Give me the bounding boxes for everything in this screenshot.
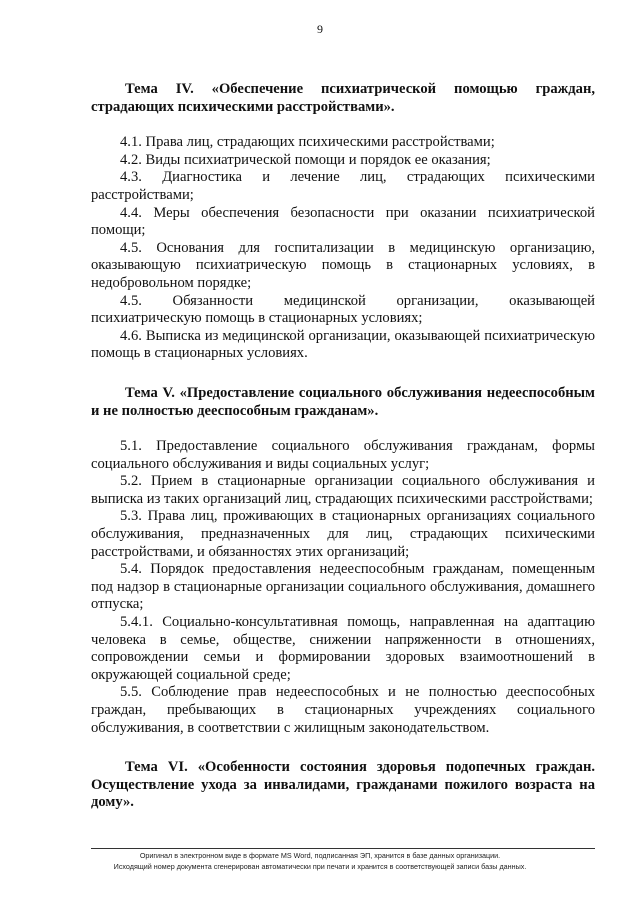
- footer-note: [0, 850, 640, 872]
- page-number: 9: [317, 22, 323, 36]
- section-iv-items: [91, 134, 595, 363]
- footer-line-2: Исходящий номер документа сгенерирован автоматически при печати и хранится в соответствующей записи базы данных.: [113, 862, 527, 871]
- list-item: 4.1. Права лиц, страдающих психическими расстройствами;: [120, 134, 495, 151]
- list-item: 5.2. Прием в стационарные организации социального обслуживания и выписка из таких организаций лиц, страдающих психическими расстройствами;: [91, 473, 595, 507]
- list-item: 4.3. Диагностика и лечение лиц, страдающих психическими расстройствами;: [91, 169, 595, 203]
- list-item: 5.4.1. Социально-консультативная помощь, направленная на адаптацию человека в семье, обществе, снижении напряженности в отношениях, сопровождении семьи и формировании здоровых взаимоотношений в окружающей социальной среде;: [91, 614, 595, 683]
- list-item: 4.5. Обязанности медицинской организации, оказывающей психиатрическую помощь в стационарных условиях;: [91, 292, 595, 327]
- document-body: [91, 81, 595, 812]
- section-heading-v: Тема V. «Предоставление социального обслуживания недееспособным и не полностью дееспособным гражданам».: [91, 384, 595, 419]
- list-item: 5.1. Предоставление социального обслуживания гражданам, формы социального обслуживания и виды социальных услуг;: [91, 438, 595, 472]
- list-item: 4.2. Виды психиатрической помощи и порядок ее оказания;: [120, 151, 491, 168]
- list-item: 5.4. Порядок предоставления недееспособным гражданам, помещенным под надзор в стационарные организации социального обслуживания, домашнего отпуска;: [91, 561, 595, 613]
- list-item: 5.5. Соблюдение прав недееспособных и не полностью дееспособных граждан, пребывающих в стационарных учреждениях социального обслуживания, в соответствии с жилищным законодательством.: [91, 684, 595, 736]
- section-heading-iv: Тема IV. «Обеспечение психиатрической помощью граждан, страдающих психическими расстройствами».: [91, 81, 595, 115]
- list-item: 5.3. Права лиц, проживающих в стационарных организациях социального обслуживания, предназначенных для лиц, страдающих психическими расстройствами, и обязанностях этих организаций;: [91, 508, 595, 560]
- footer-divider: [91, 848, 595, 849]
- section-heading-vi: Тема VI. «Особенности состояния здоровья подопечных граждан. Осуществление ухода за инвалидами, гражданами пожилого возраста на дому».: [91, 759, 595, 811]
- section-v-items: [91, 438, 595, 737]
- list-item: 4.4. Меры обеспечения безопасности при оказании психиатрической помощи;: [91, 204, 595, 239]
- list-item: 4.6. Выписка из медицинской организации, оказывающей психиатрическую помощь в стационарных условиях.: [91, 327, 595, 362]
- footer-line-1: Оригинал в электронном виде в формате MS Word, подписанная ЭП, хранится в базе данных организации.: [139, 851, 501, 860]
- list-item: 4.5. Основания для госпитализации в медицинскую организацию, оказывающую психиатрическую помощь в стационарных условиях, в недобровольном порядке;: [91, 239, 595, 291]
